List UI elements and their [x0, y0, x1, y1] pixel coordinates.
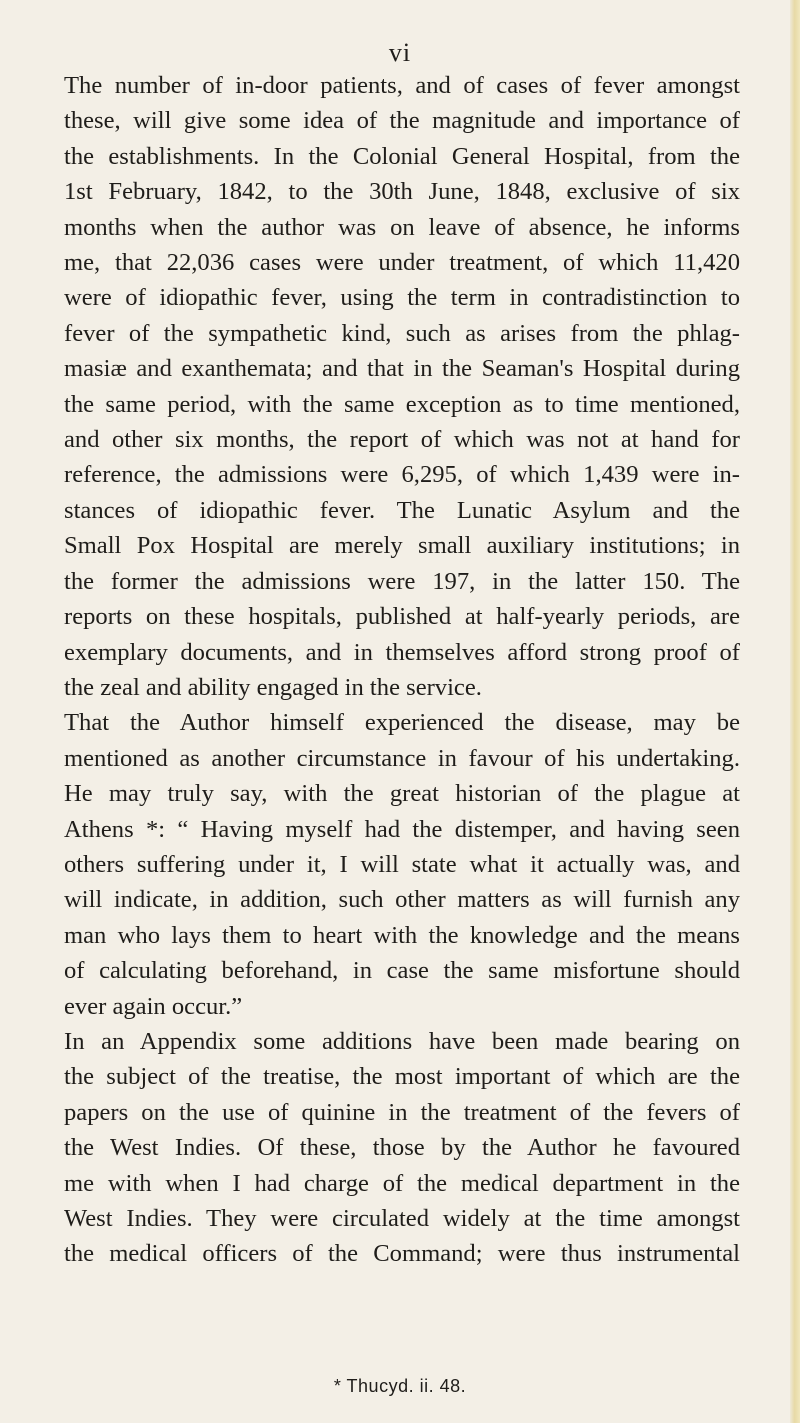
text-line: ever again occur.”: [64, 992, 243, 1020]
text-line: The number of in-door patients, and of cases of fever amongst: [64, 72, 740, 99]
footnote: * Thucyd. ii. 48.: [333, 1376, 467, 1396]
text-line: fever of the sympathetic kind, such as arises from the phlag-: [64, 319, 740, 347]
text-line: the medical officers of the Command; were thus instrumental: [64, 1240, 740, 1268]
text-line: me with when I had charge of the medical department in the: [64, 1169, 740, 1197]
text-line: the West Indies. Of these, those by the Author he favoured: [64, 1134, 740, 1162]
text-line: mentioned as another circumstance in favour of his undertaking.: [64, 744, 740, 772]
text-line: In an Appendix some additions have been made bearing on: [64, 1027, 740, 1055]
text-line: reports on these hospitals, published at half-yearly periods, are: [64, 603, 740, 631]
text-line: these, will give some idea of the magnitude and importance of: [64, 107, 740, 135]
text-line: the establishments. In the Colonial General Hospital, from the: [64, 142, 740, 170]
text-line: Athens *: “ Having myself had the distemper, and having seen: [64, 815, 740, 843]
text-line: reference, the admissions were 6,295, of which 1,439 were in-: [64, 461, 740, 489]
text-line: stances of idiopathic fever. The Lunatic Asylum and the: [64, 496, 740, 524]
text-line: papers on the use of quinine in the treatment of the fevers of: [64, 1098, 740, 1126]
body-text: [64, 68, 740, 1272]
text-line: 1st February, 1842, to the 30th June, 1848, exclusive of six: [64, 178, 740, 206]
text-line: of calculating beforehand, in case the same misfortune should: [64, 957, 740, 985]
text-line: exemplary documents, and in themselves afford strong proof of: [64, 638, 740, 666]
text-line: the zeal and ability engaged in the service.: [64, 673, 482, 701]
text-line: That the Author himself experienced the disease, may be: [64, 709, 740, 737]
text-line: Small Pox Hospital are merely small auxiliary institutions; in: [64, 532, 740, 560]
text-line: were of idiopathic fever, using the term in contradistinction to: [64, 284, 740, 312]
text-line: others suffering under it, I will state what it actually was, and: [64, 850, 740, 878]
text-line: the subject of the treatise, the most important of which are the: [64, 1063, 740, 1091]
text-line: months when the author was on leave of absence, he informs: [64, 213, 740, 241]
text-line: me, that 22,036 cases were under treatment, of which 11,420: [64, 249, 740, 277]
text-line: and other six months, the report of which was not at hand for: [64, 426, 740, 454]
text-line: masiæ and exanthemata; and that in the Seaman's Hospital during: [64, 355, 740, 383]
text-line: will indicate, in addition, such other matters as will furnish any: [64, 886, 740, 914]
text-line: West Indies. They were circulated widely at the time amongst: [64, 1205, 740, 1232]
page-number: vi: [388, 38, 412, 67]
text-line: the same period, with the same exception as to time mentioned,: [64, 390, 740, 418]
text-line: man who lays them to heart with the knowledge and the means: [64, 921, 740, 949]
page-edge: [790, 0, 800, 1423]
text-line: He may truly say, with the great historian of the plague at: [64, 780, 740, 808]
text-line: the former the admissions were 197, in the latter 150. The: [64, 567, 740, 595]
